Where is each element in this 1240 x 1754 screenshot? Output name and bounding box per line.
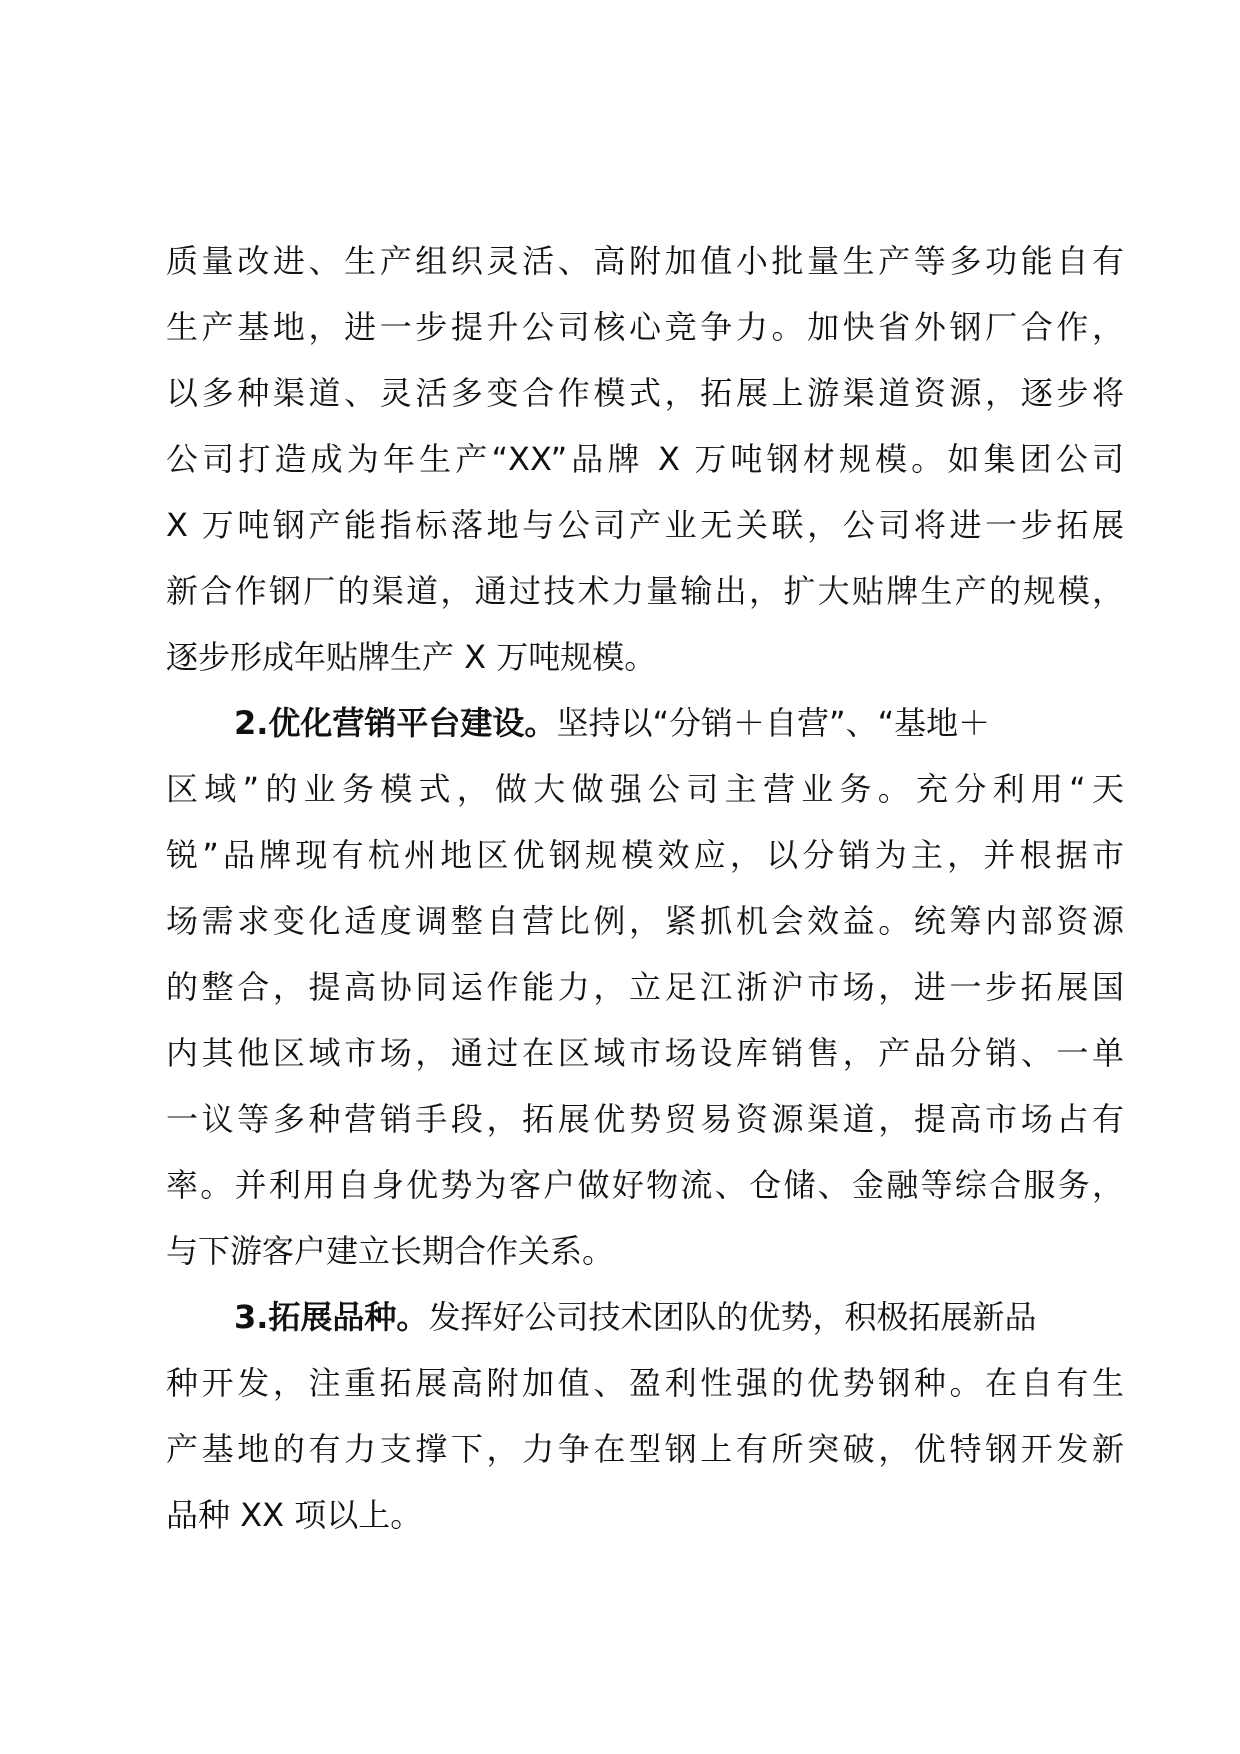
text-line: 一议等多种营销手段，拓展优势贸易资源渠道，提高市场占有 xyxy=(166,1100,1124,1138)
text-line: 锐”品牌现有杭州地区优钢规模效应，以分销为主，并根据市 xyxy=(166,836,1124,874)
section-heading: 2.优化营销平台建设。 xyxy=(234,704,557,742)
text-line: 质量改进、生产组织灵活、高附加值小批量生产等多功能自有 xyxy=(166,242,1124,280)
text-run: 坚持以“分销＋自营”、“基地＋ xyxy=(556,704,991,742)
text-line: 品种 XX 项以上。 xyxy=(166,1496,423,1534)
paragraph-2 xyxy=(166,690,1126,1284)
text-line: 逐步形成年贴牌生产 X 万吨规模。 xyxy=(166,638,657,676)
text-line: 内其他区域市场，通过在区域市场设库销售，产品分销、一单 xyxy=(166,1034,1124,1072)
text-line: 与下游客户建立长期合作关系。 xyxy=(166,1232,615,1270)
text-line: 率。并利用自身优势为客户做好物流、仓储、金融等综合服务， xyxy=(166,1166,1124,1204)
paragraph-3 xyxy=(166,1284,1126,1548)
text-line xyxy=(166,690,1124,756)
text-line: 种开发，注重拓展高附加值、盈利性强的优势钢种。在自有生 xyxy=(166,1364,1124,1402)
text-line: X 万吨钢产能指标落地与公司产业无关联，公司将进一步拓展 xyxy=(166,506,1124,544)
text-line: 新合作钢厂的渠道，通过技术力量输出，扩大贴牌生产的规模， xyxy=(166,572,1124,610)
text-line: 以多种渠道、灵活多变合作模式，拓展上游渠道资源，逐步将 xyxy=(166,374,1124,412)
text-line: 区域”的业务模式，做大做强公司主营业务。充分利用“天 xyxy=(166,770,1124,808)
text-line: 场需求变化适度调整自营比例，紧抓机会效益。统筹内部资源 xyxy=(166,902,1124,940)
document-body xyxy=(166,228,1126,1548)
text-line: 公司打造成为年生产“XX”品牌 X 万吨钢材规模。如集团公司 xyxy=(166,440,1124,478)
section-heading: 3.拓展品种。 xyxy=(234,1298,429,1336)
text-line xyxy=(166,1284,1124,1350)
text-line: 生产基地，进一步提升公司核心竞争力。加快省外钢厂合作， xyxy=(166,308,1124,346)
paragraph-1 xyxy=(166,228,1126,690)
text-line: 的整合，提高协同运作能力，立足江浙沪市场，进一步拓展国 xyxy=(166,968,1124,1006)
text-run: 发挥好公司技术团队的优势，积极拓展新品 xyxy=(428,1298,1037,1336)
text-line: 产基地的有力支撑下，力争在型钢上有所突破，优特钢开发新 xyxy=(166,1430,1124,1468)
